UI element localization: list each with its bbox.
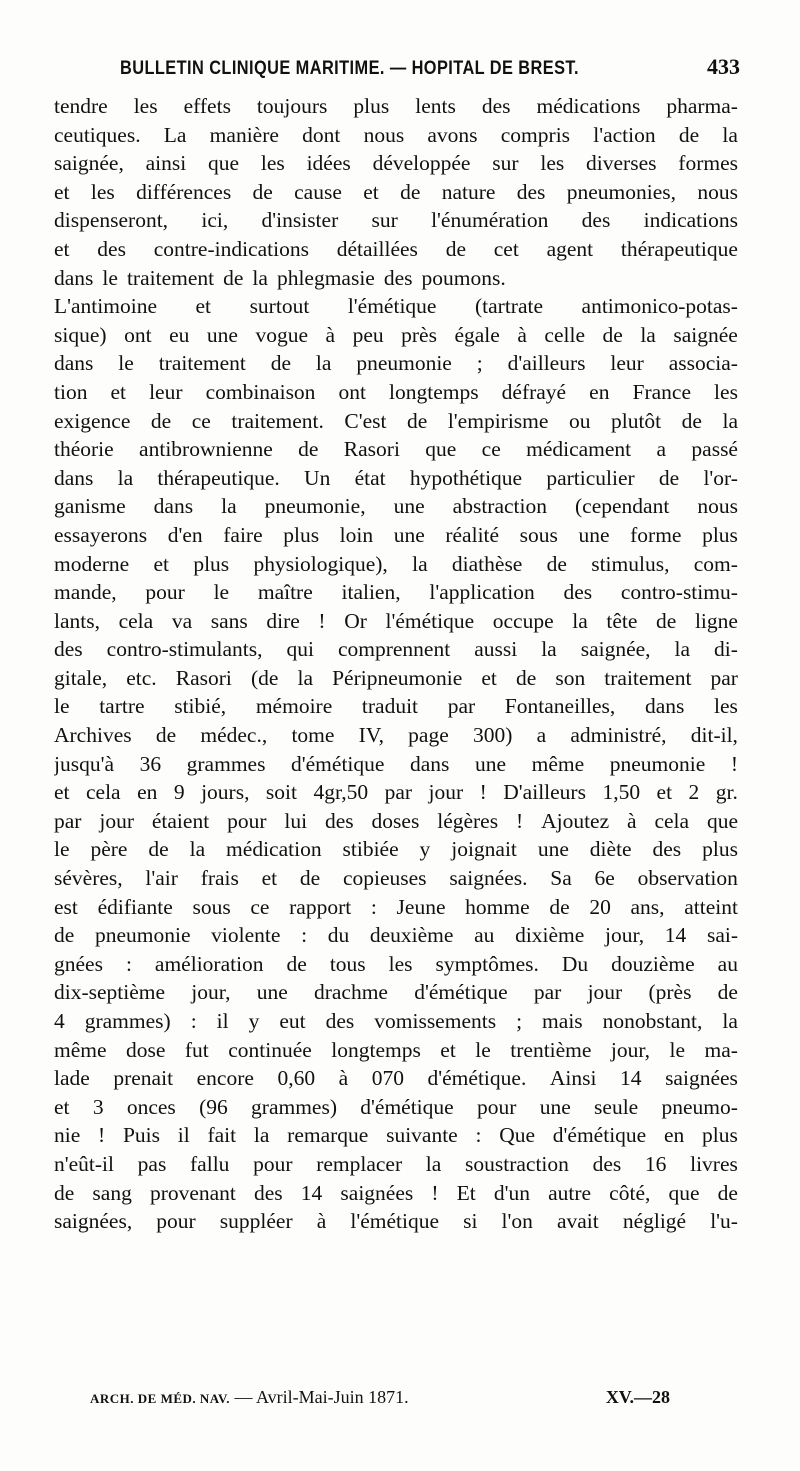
- text-line: dans le traitement de la pneumonie ; d'ailleurs leur associa-: [54, 351, 738, 376]
- text-line: et 3 onces (96 grammes) d'émétique pour une seule pneumo-: [54, 1094, 738, 1119]
- text-line: lants, cela va sans dire ! Or l'émétique occupe la tête de ligne: [54, 608, 738, 633]
- text-line: gitale, etc. Rasori (de la Péripneumonie et de son traitement par: [54, 665, 738, 690]
- text-line: tion et leur combinaison ont longtemps défrayé en France les: [54, 379, 738, 404]
- text-line: dispenseront, ici, d'insister sur l'énumération des indications: [54, 208, 738, 233]
- text-line: gnées : amélioration de tous les symptômes. Du douzième au: [54, 951, 738, 976]
- text-line: et cela en 9 jours, soit 4gr,50 par jour ! D'ailleurs 1,50 et 2 gr.: [54, 780, 738, 805]
- text-line: de pneumonie violente : du deuxième au dixième jour, 14 sai-: [54, 923, 738, 948]
- text-line: tendre les effets toujours plus lents des médications pharma-: [54, 94, 738, 118]
- footer-journal: ARCH. DE MÉD. NAV.: [90, 1391, 230, 1406]
- text-line: ganisme dans la pneumonie, une abstraction (cependant nous: [54, 494, 738, 519]
- text-line: le père de la médication stibiée y joignait une diète des plus: [54, 837, 738, 862]
- text-line: sévères, l'air frais et de copieuses saignées. Sa 6e observation: [54, 866, 738, 891]
- text-line: n'eût-il pas fallu pour remplacer la soustraction des 16 livres: [54, 1151, 738, 1176]
- text-line: jusqu'à 36 grammes d'émétique dans une même pneumonie !: [54, 751, 738, 776]
- footer-separator: —: [234, 1387, 253, 1407]
- text-line: ceutiques. La manière dont nous avons compris l'action de la: [54, 122, 738, 147]
- text-line: L'antimoine et surtout l'émétique (tartrate antimonico-potas-: [54, 294, 738, 319]
- text-line: et des contre-indications détaillées de cet agent thérapeutique: [54, 236, 738, 261]
- text-line: 4 grammes) : il y eut des vomissements ; mais nonobstant, la: [54, 1009, 738, 1033]
- text-line: saignées, pour suppléer à l'émétique si l'on avait négligé l'u-: [54, 1209, 738, 1234]
- text-line: moderne et plus physiologique), la diathèse de stimulus, com-: [54, 551, 738, 576]
- text-line: sique) ont eu une vogue à peu près égale à celle de la saignée: [54, 322, 738, 347]
- body-text: [54, 92, 738, 1236]
- text-line: même dose fut continuée longtemps et le trentième jour, le ma-: [54, 1037, 738, 1062]
- footer-signature: XV.—28: [605, 1387, 670, 1407]
- text-line: le tartre stibié, mémoire traduit par Fontaneilles, dans les: [54, 694, 738, 719]
- page-footer: [90, 1387, 670, 1417]
- text-line: et les différences de cause et de nature des pneumonies, nous: [54, 179, 738, 204]
- text-line: mande, pour le maître italien, l'application des contro-stimu-: [54, 580, 738, 605]
- page-number: 433: [707, 54, 740, 79]
- text-line: par jour étaient pour lui des doses légères ! Ajoutez à cela que: [54, 808, 738, 833]
- footer-citation: [90, 1387, 409, 1408]
- text-line: lade prenait encore 0,60 à 070 d'émétique. Ainsi 14 saignées: [54, 1066, 738, 1091]
- text-line: théorie antibrownienne de Rasori que ce médicament a passé: [54, 437, 738, 462]
- text-line: dans le traitement de la phlegmasie des poumons.: [54, 265, 506, 290]
- text-line: exigence de ce traitement. C'est de l'empirisme ou plutôt de la: [54, 408, 738, 433]
- text-line: de sang provenant des 14 saignées ! Et d'un autre côté, que de: [54, 1180, 738, 1205]
- text-line: nie ! Puis il fait la remarque suivante : Que d'émétique en plus: [54, 1123, 738, 1148]
- text-line: saignée, ainsi que les idées développée sur les diverses formes: [54, 151, 738, 176]
- footer-date: Avril-Mai-Juin 1871.: [256, 1387, 409, 1407]
- text-line: dix-septième jour, une drachme d'émétique par jour (près de: [54, 980, 738, 1005]
- text-line: essayerons d'en faire plus loin une réalité sous une forme plus: [54, 522, 738, 547]
- text-line: est édifiante sous ce rapport : Jeune homme de 20 ans, atteint: [54, 894, 738, 919]
- text-line: dans la thérapeutique. Un état hypothétique particulier de l'or-: [54, 465, 738, 490]
- text-line: des contro-stimulants, qui comprennent aussi la saignée, la di-: [54, 637, 738, 662]
- page-header: [120, 54, 740, 86]
- running-head: BULLETIN CLINIQUE MARITIME. — HOPITAL DE BREST.: [120, 58, 579, 79]
- text-line: Archives de médec., tome IV, page 300) a administré, dit-il,: [54, 723, 738, 748]
